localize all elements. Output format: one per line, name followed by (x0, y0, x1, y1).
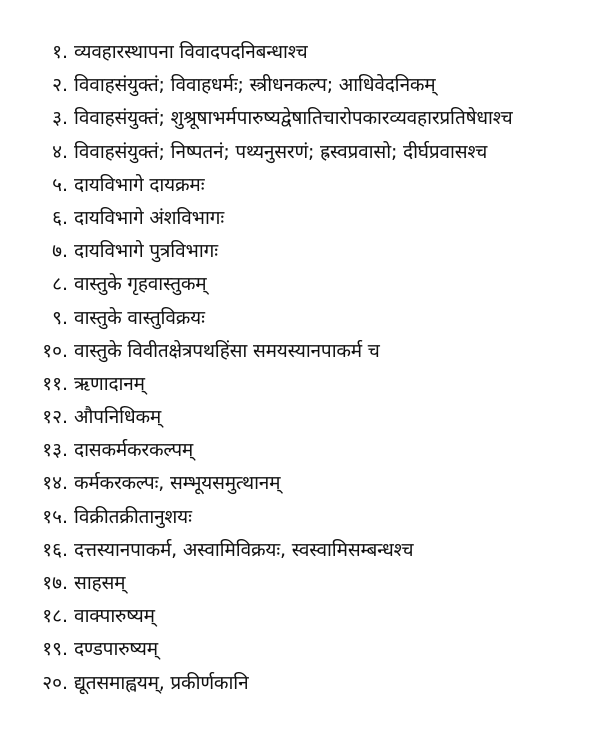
list-item (0, 667, 600, 700)
item-number: १४. (42, 472, 68, 495)
item-text: वास्तुके विवीतक्षेत्रपथहिंसा समयस्यानपाकर्म च (74, 339, 380, 362)
item-text: कर्मकरकल्पः, सम्भूयसमुत्थानम् (74, 472, 281, 495)
list-item (0, 169, 600, 202)
item-number: ७. (52, 240, 68, 263)
item-text: विवाहसंयुक्तं; शुश्रूषाभर्मपारुष्यद्वेषातिचारोपकारव्यवहारप्रतिषेधाश्च (74, 107, 513, 130)
item-text: द्यूतसमाह्वयम्, प्रकीर्णकानि (74, 671, 249, 694)
item-text: विक्रीतक्रीतानुशयः (74, 505, 192, 528)
list-item (0, 36, 600, 69)
item-text: साहसम् (74, 572, 126, 594)
item-text: दण्डपारुष्यम् (74, 638, 158, 661)
item-number: १. (52, 41, 68, 63)
list-item (0, 600, 600, 633)
topic-list (0, 36, 600, 700)
item-number: ५. (52, 173, 68, 196)
item-text: वाक्पारुष्यम् (74, 605, 155, 628)
item-number: ९. (52, 306, 68, 329)
item-text: विवाहसंयुक्तं; विवाहधर्मः; स्त्रीधनकल्प; आधिवेदनिकम् (74, 74, 436, 97)
item-number: १६. (42, 538, 68, 561)
item-number: २. (52, 74, 68, 97)
item-text: औपनिधिकम् (74, 406, 162, 429)
item-text: दत्तस्यानपाकर्म, अस्वामिविक्रयः, स्वस्वामिसम्बन्धश्च (74, 538, 414, 561)
item-text: ऋणादानम् (74, 372, 145, 395)
item-text: दायविभागे दायक्रमः (74, 173, 205, 196)
item-number: ४. (52, 140, 68, 163)
list-item (0, 534, 600, 567)
item-text: वास्तुके वास्तुविक्रयः (74, 306, 205, 329)
list-item (0, 633, 600, 666)
item-number: १९. (42, 638, 68, 661)
item-text: वास्तुके गृहवास्तुकम् (74, 273, 207, 296)
item-number: १०. (42, 339, 68, 362)
item-number: १५. (42, 505, 68, 528)
list-item (0, 69, 600, 102)
item-number: ३. (52, 107, 68, 130)
item-number: १३. (42, 439, 68, 462)
item-text: विवाहसंयुक्तं; निष्पतनं; पथ्यनुसरणं; ह्रस्वप्रवासो; दीर्घप्रवासश्च (74, 140, 488, 163)
item-number: १२. (42, 406, 68, 429)
item-number: २०. (42, 671, 68, 694)
list-item (0, 302, 600, 335)
list-item (0, 368, 600, 401)
item-text: दासकर्मकरकल्पम् (74, 439, 194, 462)
list-item (0, 102, 600, 135)
item-number: १७. (42, 572, 68, 594)
item-number: १८. (42, 605, 68, 628)
item-number: ८. (52, 273, 68, 296)
list-item (0, 567, 600, 600)
list-item (0, 335, 600, 368)
list-item (0, 268, 600, 301)
list-item (0, 434, 600, 467)
list-item (0, 202, 600, 235)
list-item (0, 136, 600, 169)
list-item (0, 235, 600, 268)
item-text: दायविभागे अंशविभागः (74, 206, 225, 229)
item-text: व्यवहारस्थापना विवादपदनिबन्धाश्च (74, 41, 308, 63)
item-number: ११. (42, 372, 68, 395)
list-item (0, 501, 600, 534)
list-item (0, 401, 600, 434)
item-number: ६. (52, 206, 68, 229)
list-item (0, 467, 600, 500)
item-text: दायविभागे पुत्रविभागः (74, 240, 218, 263)
